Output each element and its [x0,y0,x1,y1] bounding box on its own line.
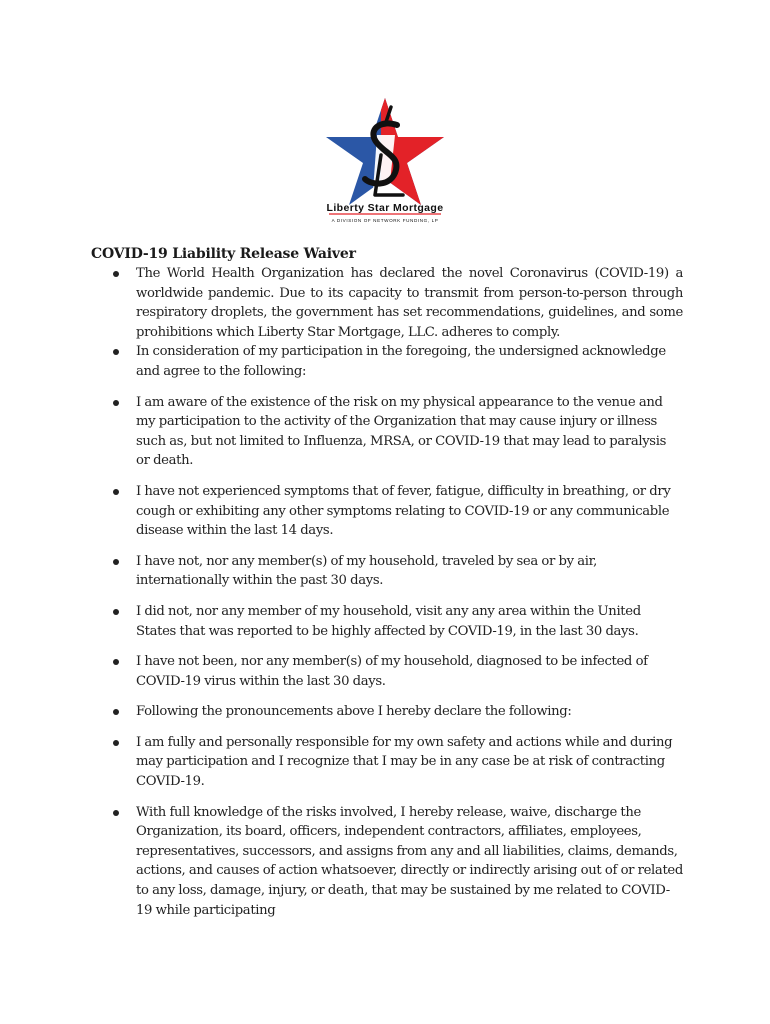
waiver-bullet-list [0,264,770,920]
bullet-text: I have not been, nor any member(s) of my household, diagnosed to be infected of COVID-19 virus within the last 30 days. [136,654,648,689]
logo-brand-text: Liberty Star Mortgage [326,202,444,214]
bullet-dot-icon [113,609,119,615]
bullet-item [0,482,683,541]
bullet-item [0,552,683,591]
bullet-item [0,264,683,342]
bullet-item [0,702,683,722]
bullet-text: Following the pronouncements above I hereby declare the following: [136,704,572,720]
bullet-text: I am aware of the existence of the risk on my physical appearance to the venue and my participation to the activity of the Organization that may cause injury or illness such as, but not limited to Influenza, MRSA, or COVID-19 that may lead to paralysis or death. [136,394,667,469]
bullet-item [0,652,683,691]
star-logo-graphic [315,95,455,230]
bullet-text: With full knowledge of the risks involved, I hereby release, waive, discharge the Organization, its board, officers, independent contractors, affiliates, employees, representatives, successors, and assigns from any and all liabilities, claims, demands, actions, and causes of action whatsoever, directly or indirectly arising out of or related to any loss, damage, injury, or death, that may be sustained by me related to COVID-19 while participating [136,804,683,918]
bullet-text: I have not experienced symptoms that of fever, fatigue, difficulty in breathing, or dry cough or exhibiting any other symptoms relating to COVID-19 or any communicable disease within the last 14 days. [136,483,671,539]
bullet-item [0,393,683,471]
bullet-dot-icon [113,559,119,565]
bullet-item [0,733,683,792]
bullet-text: The World Health Organization has declared the novel Coronavirus (COVID-19) a worldwide pandemic. Due to its capacity to transmit from person-to-person through respiratory droplets, the government has set recommendations, guidelines, and some prohibitions which Liberty Star Mortgage, LLC. adheres to comply. [136,266,683,340]
bullet-dot-icon [113,400,119,406]
bullet-dot-icon [113,810,119,816]
logo-tagline-text: A DIVISION OF NETWORK FUNDING, LP [331,218,439,223]
bullet-dot-icon [113,271,119,277]
bullet-text: In consideration of my participation in the foregoing, the undersigned acknowledge and agree to the following: [136,344,666,379]
bullet-item [0,803,683,921]
bullet-item [0,342,683,381]
document-title: COVID-19 Liability Release Waiver [91,246,356,262]
bullet-dot-icon [113,740,119,746]
bullet-text: I am fully and personally responsible for my own safety and actions while and during may participation and I recognize that I may be in any case be at risk of contracting COVID-19. [136,734,673,790]
bullet-item [0,602,683,641]
bullet-dot-icon [113,709,119,715]
bullet-dot-icon [113,659,119,665]
liberty-star-logo [315,95,455,230]
bullet-dot-icon [113,489,119,495]
bullet-dot-icon [113,349,119,355]
bullet-text: I did not, nor any member of my household, visit any any area within the United States that was reported to be highly affected by COVID-19, in the last 30 days. [136,603,641,639]
bullet-text: I have not, nor any member(s) of my household, traveled by sea or by air, internationally within the past 30 days. [136,553,597,589]
